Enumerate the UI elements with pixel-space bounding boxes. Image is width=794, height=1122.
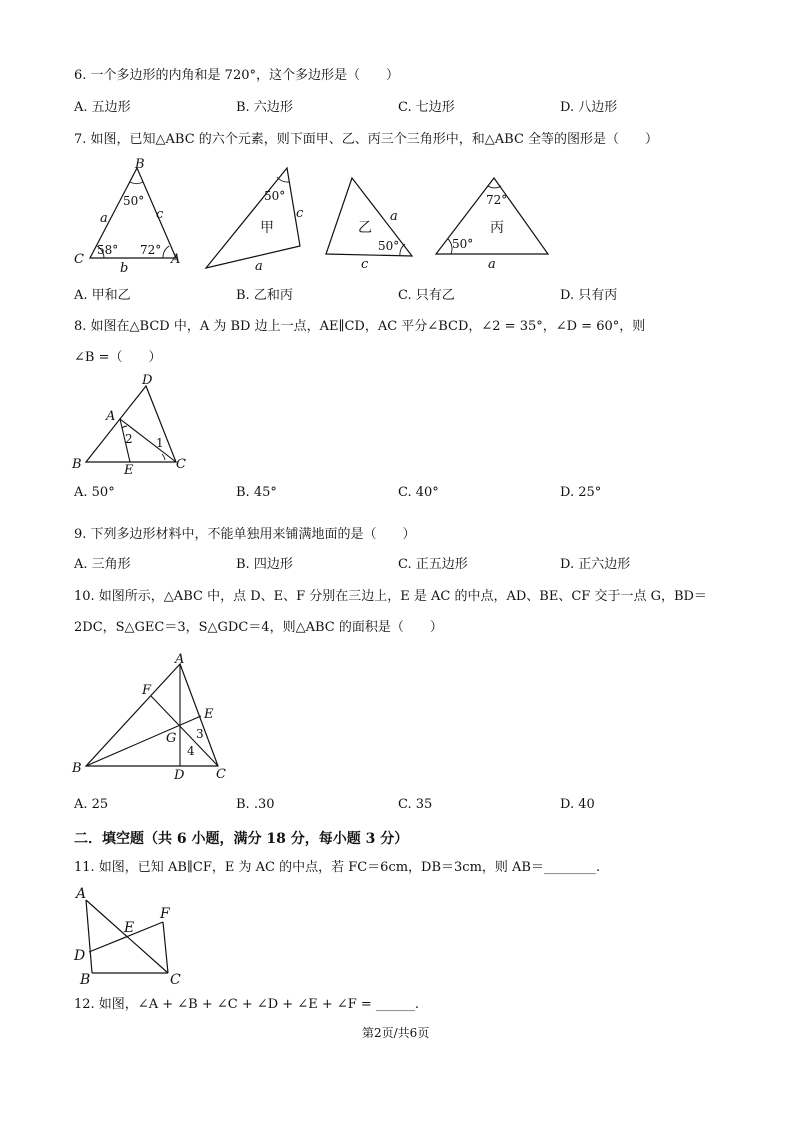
q6-option-a: A. 五边形 <box>74 100 131 115</box>
q10-label-c: C <box>216 767 226 782</box>
q8-label-e: E <box>124 463 134 478</box>
q10-option-b: B. .30 <box>236 797 275 812</box>
q10-option-a: A. 25 <box>74 797 109 812</box>
q8-option-b: B. 45° <box>236 485 277 500</box>
q7-abc-label-a: A <box>171 252 181 267</box>
q8-label-c: C <box>176 457 186 472</box>
q8-angle-2: 2 <box>125 432 133 446</box>
q8-label-d: D <box>142 373 153 388</box>
q7-abc-label-c: C <box>74 252 84 267</box>
q7-abc-side-b: b <box>120 261 129 276</box>
q7-bing-angle-top: 72° <box>486 193 508 207</box>
q8-stem-line1: 8. 如图在△BCD 中，A 为 BD 边上一点，AE∥CD，AC 平分∠BCD，∠2 = 35°，∠D = 60°，则 <box>74 319 646 334</box>
q7-abc-angle-b: 50° <box>123 194 145 208</box>
q7-yi-side-c: c <box>361 257 369 272</box>
q10-label-d: D <box>174 768 185 783</box>
q10-label-a: A <box>175 652 185 667</box>
q11-stem: 11. 如图，已知 AB∥CF，E 为 AC 的中点，若 FC＝6cm，DB＝3cm，则 AB＝________. <box>74 860 601 875</box>
q7-abc-side-a: a <box>100 211 108 226</box>
q11-label-f: F <box>160 906 170 922</box>
q10-label-e: E <box>204 707 214 722</box>
page-number: 第2页/共6页 <box>362 1026 430 1040</box>
q9-option-d: D. 正六边形 <box>560 557 631 572</box>
q7-option-a: A. 甲和乙 <box>74 288 131 303</box>
q7-yi-angle: 50° <box>378 239 400 253</box>
q10-label-g: G <box>166 731 177 746</box>
q10-region-3: 3 <box>196 727 204 741</box>
q7-abc-side-c: c <box>156 207 164 222</box>
q8-option-c: C. 40° <box>398 485 439 500</box>
q6-option-b: B. 六边形 <box>236 100 293 115</box>
q8-stem-line2: ∠B =（ ） <box>74 350 162 365</box>
q11-label-e: E <box>124 920 135 936</box>
q7-abc-label-b: B <box>135 157 145 172</box>
q8-option-d: D. 25° <box>560 485 602 500</box>
q7-yi-name: 乙 <box>358 220 372 236</box>
q7-figure-abc <box>68 156 188 276</box>
q7-figure-yi <box>320 172 420 272</box>
q9-option-c: C. 正五边形 <box>398 557 468 572</box>
q10-figure <box>68 648 243 786</box>
q7-jia-side-a: a <box>255 259 263 274</box>
q10-stem-line1: 10. 如图所示，△ABC 中，点 D、E、F 分别在三边上，E 是 AC 的中点，AD、BE、CF 交于一点 G，BD＝ <box>74 589 707 604</box>
q8-label-b: B <box>72 457 82 472</box>
q8-angle-1: 1 <box>156 436 164 450</box>
q8-label-a: A <box>106 409 116 424</box>
q10-label-b: B <box>72 761 82 776</box>
q7-option-b: B. 乙和丙 <box>236 288 293 303</box>
q10-region-4: 4 <box>187 744 195 758</box>
q9-stem: 9. 下列多边形材料中，不能单独用来铺满地面的是（ ） <box>74 527 416 542</box>
q7-stem: 7. 如图，已知△ABC 的六个元素，则下面甲、乙、丙三个三角形中，和△ABC 全等的图形是（ ） <box>74 132 659 147</box>
q11-label-c: C <box>170 972 181 988</box>
q10-stem-line2: 2DC，S△GEC＝3，S△GDC＝4，则△ABC 的面积是（ ） <box>74 620 443 635</box>
q7-bing-name: 丙 <box>490 220 504 236</box>
q11-figure <box>68 880 198 990</box>
q7-abc-angle-a: 72° <box>140 243 162 257</box>
q10-option-d: D. 40 <box>560 797 595 812</box>
q11-label-d: D <box>74 948 86 964</box>
q8-option-a: A. 50° <box>74 485 115 500</box>
q9-option-b: B. 四边形 <box>236 557 293 572</box>
q10-label-f: F <box>142 683 152 698</box>
q7-figure-bing <box>430 172 555 272</box>
q7-bing-angle-left: 50° <box>452 237 474 251</box>
q6-stem: 6. 一个多边形的内角和是 720°，这个多边形是（ ） <box>74 68 399 83</box>
q7-bing-side-a: a <box>488 257 496 272</box>
q7-figure-jia <box>200 162 315 274</box>
q9-option-a: A. 三角形 <box>74 557 131 572</box>
q11-label-a: A <box>76 886 87 902</box>
section-2-title: 二．填空题（共 6 小题，满分 18 分，每小题 3 分） <box>74 831 409 847</box>
q7-option-d: D. 只有丙 <box>560 288 618 303</box>
q12-stem: 12. 如图，∠A + ∠B + ∠C + ∠D + ∠E + ∠F = ______. <box>74 997 420 1012</box>
q6-option-c: C. 七边形 <box>398 100 455 115</box>
q7-yi-side-a: a <box>390 209 398 224</box>
q7-jia-side-c: c <box>296 206 304 221</box>
q7-option-c: C. 只有乙 <box>398 288 455 303</box>
q11-label-b: B <box>80 972 91 988</box>
q6-option-d: D. 八边形 <box>560 100 618 115</box>
q7-abc-angle-c: 58° <box>97 243 119 257</box>
q10-option-c: C. 35 <box>398 797 433 812</box>
q8-figure <box>68 370 198 480</box>
q7-jia-angle: 50° <box>264 189 286 203</box>
q7-jia-name: 甲 <box>260 220 274 236</box>
